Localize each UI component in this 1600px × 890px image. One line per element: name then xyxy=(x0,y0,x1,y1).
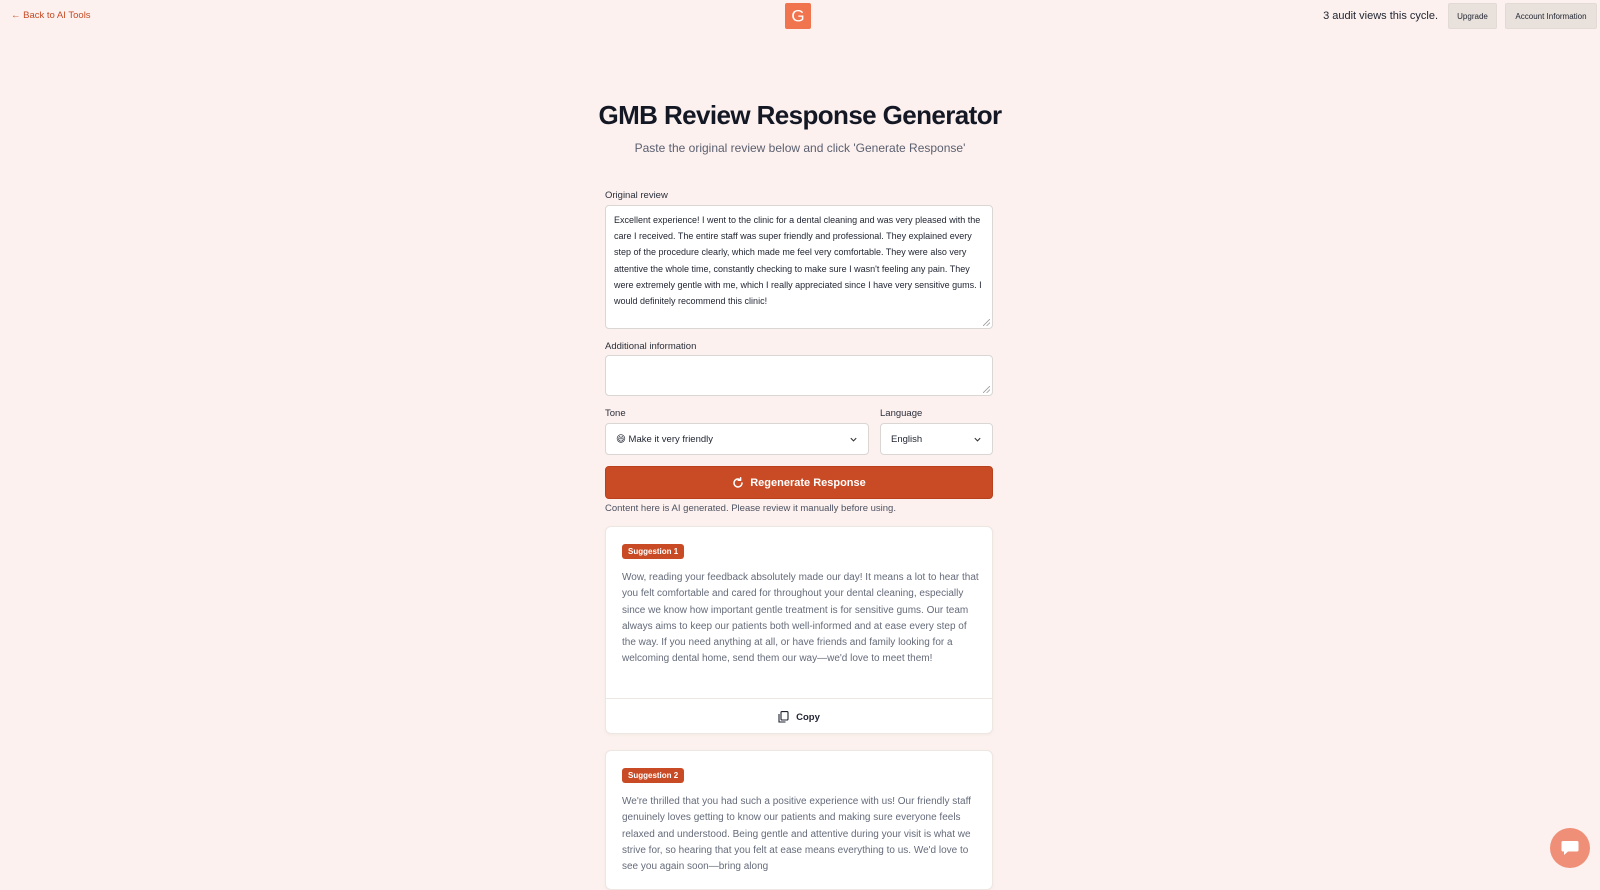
suggestion-badge: Suggestion 2 xyxy=(622,768,684,783)
language-label: Language xyxy=(880,408,923,419)
original-review-label: Original review xyxy=(605,190,668,201)
additional-information-label: Additional information xyxy=(605,341,697,352)
suggestion-card xyxy=(605,750,993,890)
suggestion-text: We're thrilled that you had such a positive experience with us! Our friendly staff genuinely loves getting to know our patients and making sure everyone feels relaxed and understood. Being gentle and attentive during your visit is what we strive for, so hearing that you felt at ease means everything to us. We'd love to see you again soon—bring along xyxy=(622,796,971,873)
chat-icon xyxy=(1560,839,1580,857)
original-review-text: Excellent experience! I went to the clinic for a dental cleaning and was very pleased with the care I received. The entire staff was super friendly and professional. They explained every step of the procedure clearly, which made me feel very comfortable. They were also very attentive the whole time, constantly checking to make sure I wasn't feeling any pain. They were extremely gentle with me, which I really appreciated since I have very sensitive gums. I would definitely recommend this clinic! xyxy=(614,215,982,307)
chevron-down-icon xyxy=(973,435,982,444)
copy-button[interactable] xyxy=(606,699,992,735)
resize-grip-icon[interactable] xyxy=(983,386,990,393)
original-review-textarea[interactable] xyxy=(605,205,993,329)
svg-text:G: G xyxy=(791,7,805,25)
regenerate-response-label: Regenerate Response xyxy=(750,476,866,489)
copy-icon xyxy=(778,711,789,723)
chat-widget-button[interactable] xyxy=(1550,828,1590,868)
account-information-button[interactable]: Account Information xyxy=(1505,3,1597,29)
regenerate-response-button[interactable] xyxy=(605,466,993,499)
additional-information-textarea[interactable] xyxy=(605,355,993,396)
page-subtitle: Paste the original review below and click 'Generate Response' xyxy=(634,141,966,155)
logo-g-icon xyxy=(789,7,807,25)
top-bar xyxy=(0,0,1600,34)
tone-selected-value: 😄 Make it very friendly xyxy=(616,433,714,445)
resize-grip-icon[interactable] xyxy=(983,319,990,326)
language-select[interactable] xyxy=(880,423,993,455)
upgrade-button[interactable]: Upgrade xyxy=(1448,3,1497,29)
suggestion-badge: Suggestion 1 xyxy=(622,544,684,559)
suggestion-card xyxy=(605,526,993,734)
language-selected-value: English xyxy=(891,433,923,445)
suggestion-text: Wow, reading your feedback absolutely made our day! It means a lot to hear that you felt comfortable and cared for throughout your dental cleaning, especially since we know how important gentle treatment is for sensitive gums. Our team always aims to keep our patients both well-informed and at ease every step of the way. If you need anything at all, or have friends and family looking for a welcoming dental home, send them our way—we'd love to meet them! xyxy=(622,572,979,665)
refresh-icon xyxy=(732,477,744,489)
tone-label: Tone xyxy=(605,408,626,419)
tone-select[interactable] xyxy=(605,423,869,455)
audit-views-text: 3 audit views this cycle. xyxy=(1323,10,1438,22)
chevron-down-icon xyxy=(849,435,858,444)
page-title: GMB Review Response Generator xyxy=(598,100,1002,130)
ai-disclaimer: Content here is AI generated. Please review it manually before using. xyxy=(605,503,896,514)
back-to-ai-tools-link[interactable]: ← Back to AI Tools xyxy=(11,10,91,21)
brand-logo[interactable] xyxy=(785,3,811,29)
copy-label: Copy xyxy=(796,711,820,723)
